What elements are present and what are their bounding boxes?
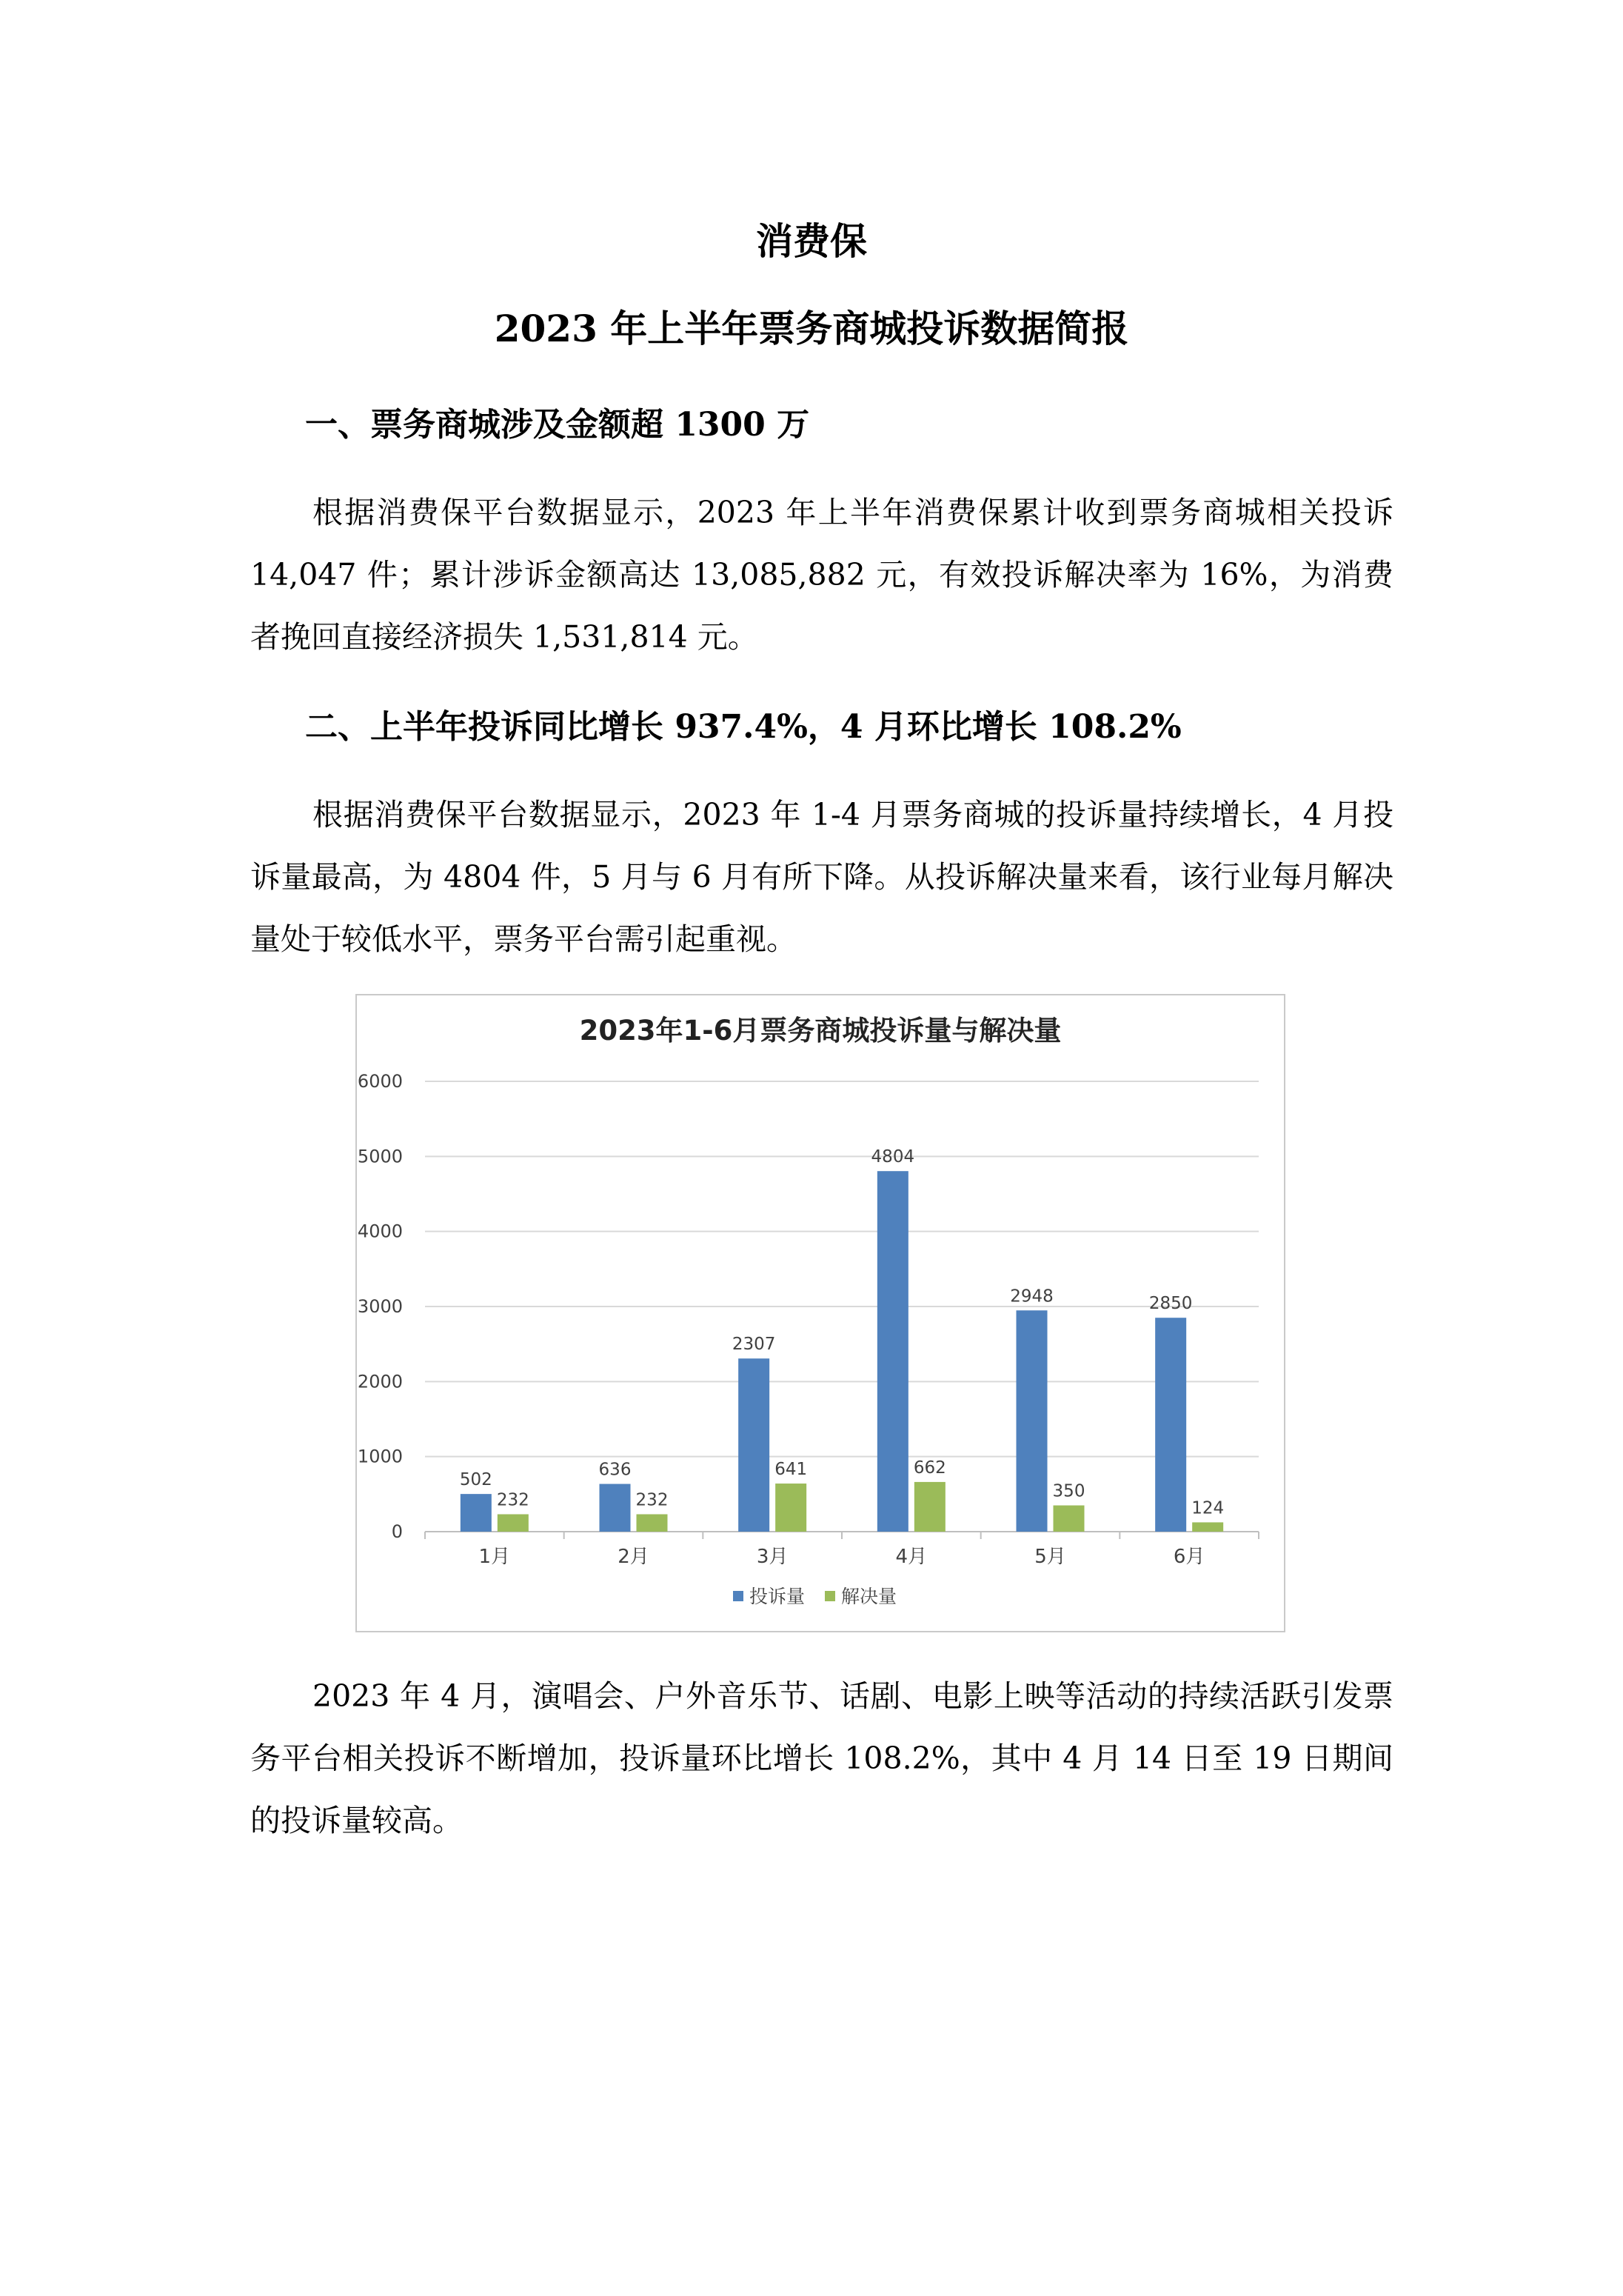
legend-swatch	[825, 1591, 835, 1601]
x-tick-label: 5月	[1034, 1546, 1066, 1568]
section-1-heading: 一、票务商城涉及金额超 1300 万	[305, 406, 810, 444]
data-label: 4804	[871, 1147, 915, 1167]
bar-complaints	[738, 1358, 769, 1532]
data-label: 662	[913, 1458, 946, 1478]
y-tick-label: 3000	[357, 1296, 403, 1317]
chart-title: 2023年1-6月票务商城投诉量与解决量	[579, 1015, 1062, 1047]
bar-resolved	[775, 1484, 806, 1532]
y-tick-label: 1000	[357, 1446, 403, 1467]
chart-gridlines	[425, 1081, 1259, 1539]
bar-resolved	[498, 1514, 529, 1532]
bar-resolved	[1192, 1522, 1223, 1532]
data-label: 502	[459, 1470, 492, 1490]
y-tick-label: 5000	[357, 1146, 403, 1167]
data-label: 124	[1191, 1498, 1225, 1518]
y-tick-label: 6000	[357, 1071, 403, 1092]
x-tick-label: 1月	[478, 1546, 511, 1568]
chart-bars	[461, 1171, 1223, 1532]
bar-complaints	[461, 1494, 492, 1532]
bar-complaints	[1017, 1310, 1048, 1532]
bar-resolved	[637, 1514, 668, 1532]
y-tick-label: 4000	[357, 1221, 403, 1242]
document-subtitle: 2023 年上半年票务商城投诉数据简报	[494, 307, 1129, 350]
bar-resolved	[914, 1482, 946, 1532]
data-label: 641	[774, 1460, 808, 1480]
bar-complaints	[1155, 1318, 1186, 1532]
chart-y-tick-labels	[358, 1071, 403, 1542]
chart-x-tick-labels	[479, 1546, 1205, 1568]
x-tick-label: 3月	[756, 1546, 789, 1568]
x-tick-label: 4月	[895, 1546, 928, 1568]
data-label: 232	[635, 1490, 669, 1510]
data-label: 2307	[732, 1335, 776, 1355]
section-1-paragraph: 根据消费保平台数据显示，2023 年上半年消费保累计收到票务商城相关投诉 14,047 件；累计涉诉金额高达 13,085,882 元，有效投诉解决率为 16%，为消费者挽回直接经济损失 1,531,814 元。	[250, 495, 1393, 655]
y-tick-label: 0	[391, 1521, 403, 1542]
bar-chart	[355, 994, 1285, 1632]
data-label: 2948	[1010, 1287, 1054, 1306]
bar-resolved	[1054, 1506, 1085, 1532]
data-label: 2850	[1148, 1294, 1193, 1314]
bar-complaints	[877, 1171, 908, 1532]
section-2-paragraph: 根据消费保平台数据显示，2023 年 1-4 月票务商城的投诉量持续增长，4 月投诉量最高，为 4804 件，5 月与 6 月有所下降。从投诉解决量来看，该行业每月解决量处于较低水平，票务平台需引起重视。	[250, 797, 1393, 957]
legend-label: 解决量	[841, 1586, 897, 1607]
bar-complaints	[600, 1484, 631, 1532]
section-2-heading: 二、上半年投诉同比增长 937.4%，4 月环比增长 108.2%	[305, 708, 1182, 746]
data-label: 232	[496, 1490, 529, 1510]
data-label: 636	[598, 1460, 632, 1480]
data-label: 350	[1052, 1481, 1085, 1501]
x-tick-label: 6月	[1173, 1546, 1205, 1568]
chart-legend	[733, 1586, 897, 1607]
bar-chart-svg	[357, 995, 1284, 1631]
x-tick-label: 2月	[618, 1546, 649, 1568]
document-title: 消费保	[756, 219, 867, 263]
y-tick-label: 2000	[357, 1371, 403, 1392]
section-2-paragraph-after-chart: 2023 年 4 月，演唱会、户外音乐节、话剧、电影上映等活动的持续活跃引发票务平台相关投诉不断增加，投诉量环比增长 108.2%，其中 4 月 14 日至 19 日期间的投诉量较高。	[250, 1678, 1393, 1838]
chart-data-labels	[460, 1147, 1224, 1518]
legend-label: 投诉量	[749, 1586, 806, 1607]
legend-swatch	[733, 1591, 743, 1601]
